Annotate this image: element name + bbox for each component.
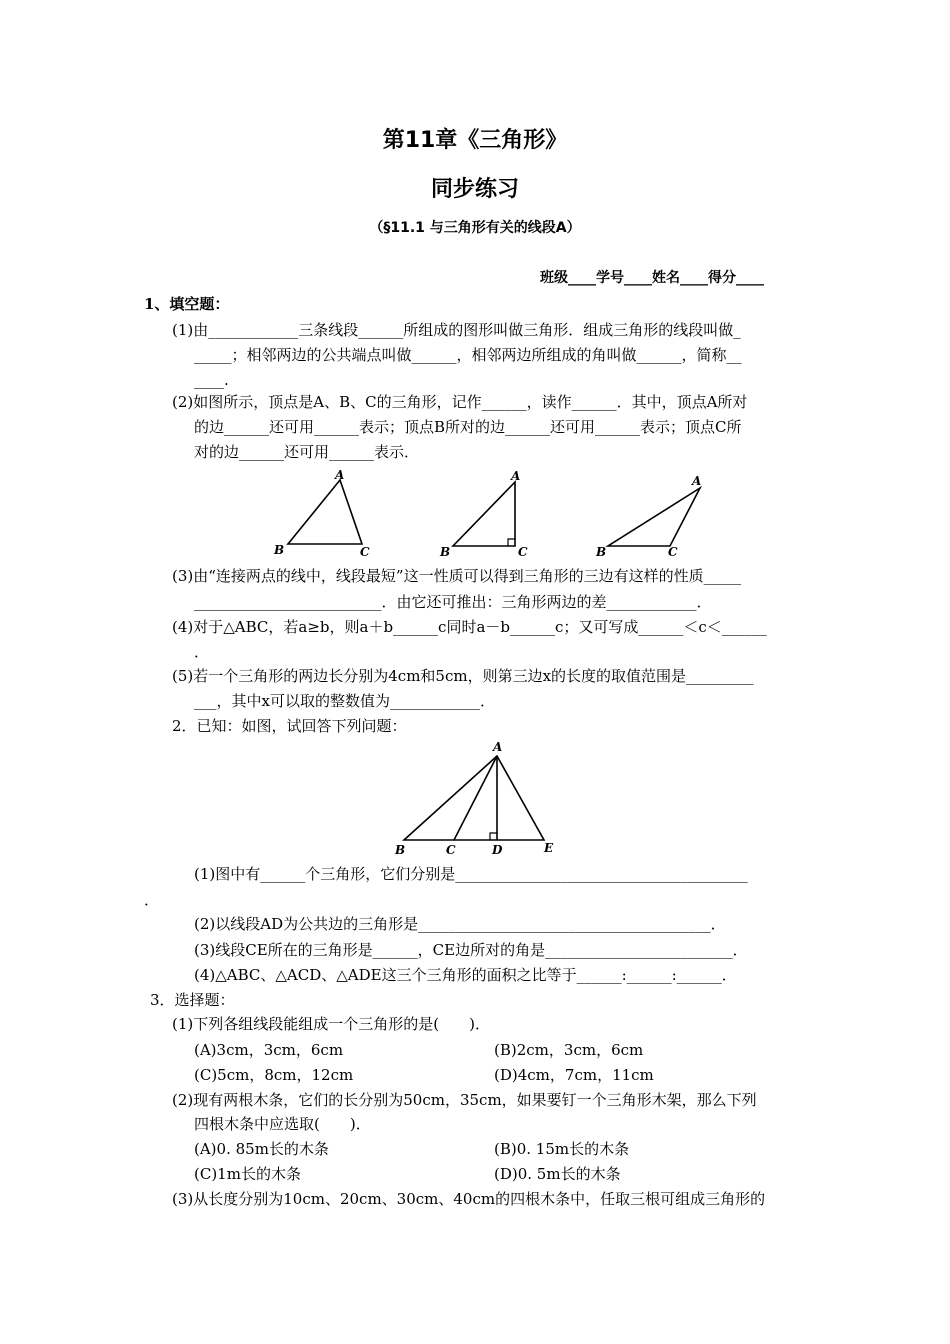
q3-p1-option-a: (A)3cm，3cm，6cm [194, 1041, 344, 1059]
q1-p1-line3: ____. [194, 371, 229, 389]
student-info-line: 班级____学号____姓名____得分____ [540, 270, 764, 286]
subtitle: 同步练习 [430, 177, 519, 202]
q2-p4: (4)△ABC、△ACD、△ADE这三个三角形的面积之比等于______:______:______． [194, 966, 737, 984]
vertex-label-e: E [544, 841, 554, 855]
q3-p2-option-a: (A)0. 85m长的木条 [194, 1140, 329, 1158]
q2-heading: 2．已知：如图，试回答下列问题： [172, 717, 407, 735]
q1-p1-line1: (1)由____________三条线段______所组成的图形叫做三角形．组成三角形的线段叫做_ [172, 321, 741, 339]
q1-p3-line1: (3)由“连接两点的线中，线段最短”这一性质可以得到三角形的三边有这样的性质_____ [172, 567, 742, 585]
q3-p1-option-d: (D)4cm，7cm，11cm [494, 1066, 654, 1084]
q3-p2-option-d: (D)0. 5m长的木条 [494, 1165, 621, 1183]
q1-p2-line3: 对的边______还可用______表示． [194, 443, 420, 461]
q3-p1: (1)下列各组线段能组成一个三角形的是( )． [172, 1015, 490, 1033]
q2-p3: (3)线段CE所在的三角形是______，CE边所对的角是_________________________． [194, 941, 748, 959]
q3-p1-option-c: (C)5cm，8cm，12cm [194, 1066, 354, 1084]
q2-p2: (2)以线段AD为公共边的三角形是_______________________________________． [194, 915, 726, 933]
q3-p3-line1: (3)从长度分别为10cm、20cm、30cm、40cm的四根木条中，任取三根可组成三角形的 [172, 1190, 766, 1208]
q1-p2-line1: (2)如图所示，顶点是A、B、C的三角形，记作______，读作______．其中，顶点A所对 [172, 393, 748, 411]
q2-p1: (1)图中有______个三角形，它们分别是_______________________________________ [194, 865, 748, 883]
vertex-label-a: A [511, 469, 521, 483]
vertex-label-b: B [596, 545, 607, 559]
figure-triangle-acute [270, 468, 380, 560]
q3-p2-option-b: (B)0. 15m长的木条 [494, 1140, 630, 1158]
vertex-label-d: D [492, 843, 503, 857]
section-title: （§11.1 与三角形有关的线段A） [369, 220, 581, 236]
vertex-label-b: B [274, 543, 285, 557]
chapter-title: 第11章《三角形》 [382, 128, 568, 153]
q3-p1-option-b: (B)2cm，3cm，6cm [494, 1041, 644, 1059]
q1-p4-line1: (4)对于△ABC，若a≥b，则a＋b______c同时a－b______c；又可写成______＜c＜______ [172, 618, 767, 636]
q1-p1-line2: _____；相邻两边的公共端点叫做______，相邻两边所组成的角叫做______，简称__ [194, 346, 742, 364]
vertex-label-b: B [395, 843, 406, 857]
vertex-label-c: C [668, 545, 678, 559]
q1-p3-line2: _________________________．由它还可推出：三角形两边的差____________． [194, 593, 712, 611]
q3-heading: 3．选择题： [150, 991, 235, 1009]
q3-p2-line1: (2)现有两根木条，它们的长分别为50cm，35cm，如果要钉一个三角形木架，那么下列 [172, 1091, 757, 1109]
q1-p5-line2: ___，其中x可以取的整数值为____________． [194, 692, 495, 710]
vertex-label-c: C [518, 545, 528, 559]
vertex-label-a: A [692, 474, 702, 488]
figure-triangle-right [436, 466, 536, 562]
q3-p2-option-c: (C)1m长的木条 [194, 1165, 301, 1183]
vertex-label-b: B [440, 545, 451, 559]
figure-triangle-obtuse [592, 470, 712, 562]
q1-p2-line2: 的边______还可用______表示；顶点B所对的边______还可用______表示；顶点C所 [194, 418, 742, 436]
q1-heading: 1、填空题： [144, 295, 230, 313]
vertex-label-a: A [493, 740, 503, 754]
vertex-label-c: C [360, 545, 370, 559]
q3-p2-line2: 四根木条中应选取( )． [194, 1115, 371, 1133]
q2-p1-tail: ． [144, 891, 160, 909]
figure-triangle-abe [390, 736, 560, 860]
q1-p5-line1: (5)若一个三角形的两边长分别为4cm和5cm，则第三边x的长度的取值范围是_________ [172, 667, 754, 685]
vertex-label-a: A [335, 468, 345, 482]
vertex-label-c: C [446, 843, 456, 857]
q1-p4-line2: ． [194, 643, 210, 661]
